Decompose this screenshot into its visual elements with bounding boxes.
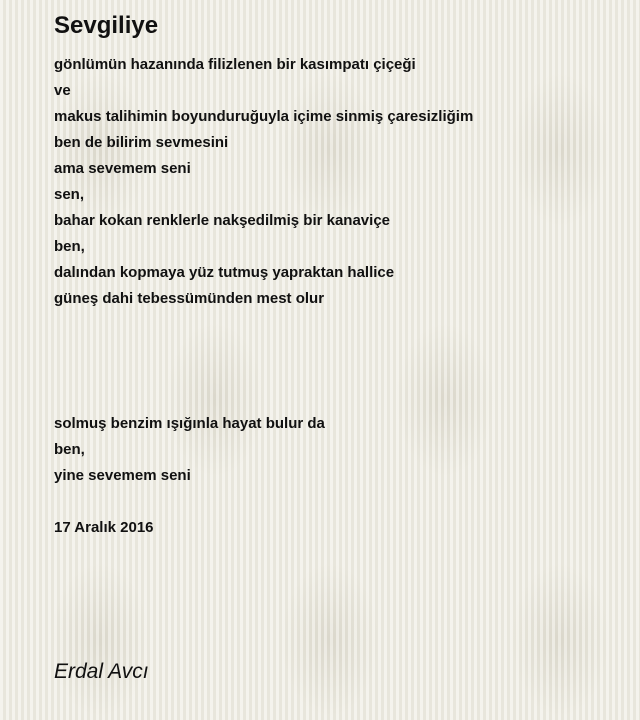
poem-line: yine sevemem seni: [54, 467, 191, 484]
poem-line: ben,: [54, 238, 85, 255]
poem-page: [54, 0, 614, 720]
stanza-1: [54, 52, 473, 312]
poem-line: bahar kokan renklerle nakşedilmiş bir kanaviçe: [54, 212, 391, 229]
poem-line: makus talihimin boyunduruğuyla içime sinmiş çaresizliğim: [54, 108, 474, 125]
poem-line: gönlümün hazanında filizlenen bir kasımpatı çiçeği: [54, 56, 416, 73]
poem-line: dalından kopmaya yüz tutmuş yapraktan hallice: [54, 264, 395, 281]
poem-author: Erdal Avcı: [54, 660, 149, 683]
poem-line: ben de bilirim sevmesini: [54, 134, 229, 151]
poem-title: Sevgiliye: [54, 12, 159, 39]
stanza-2: [54, 411, 325, 489]
poem-line: sen,: [54, 186, 85, 203]
poem-line: ama sevemem seni: [54, 160, 191, 177]
poem-line: ve: [54, 82, 71, 99]
poem-date: 17 Aralık 2016: [54, 519, 154, 536]
poem-line: güneş dahi tebessümünden mest olur: [54, 290, 325, 307]
poem-line: ben,: [54, 441, 85, 458]
poem-line: solmuş benzim ışığınla hayat bulur da: [54, 415, 325, 432]
